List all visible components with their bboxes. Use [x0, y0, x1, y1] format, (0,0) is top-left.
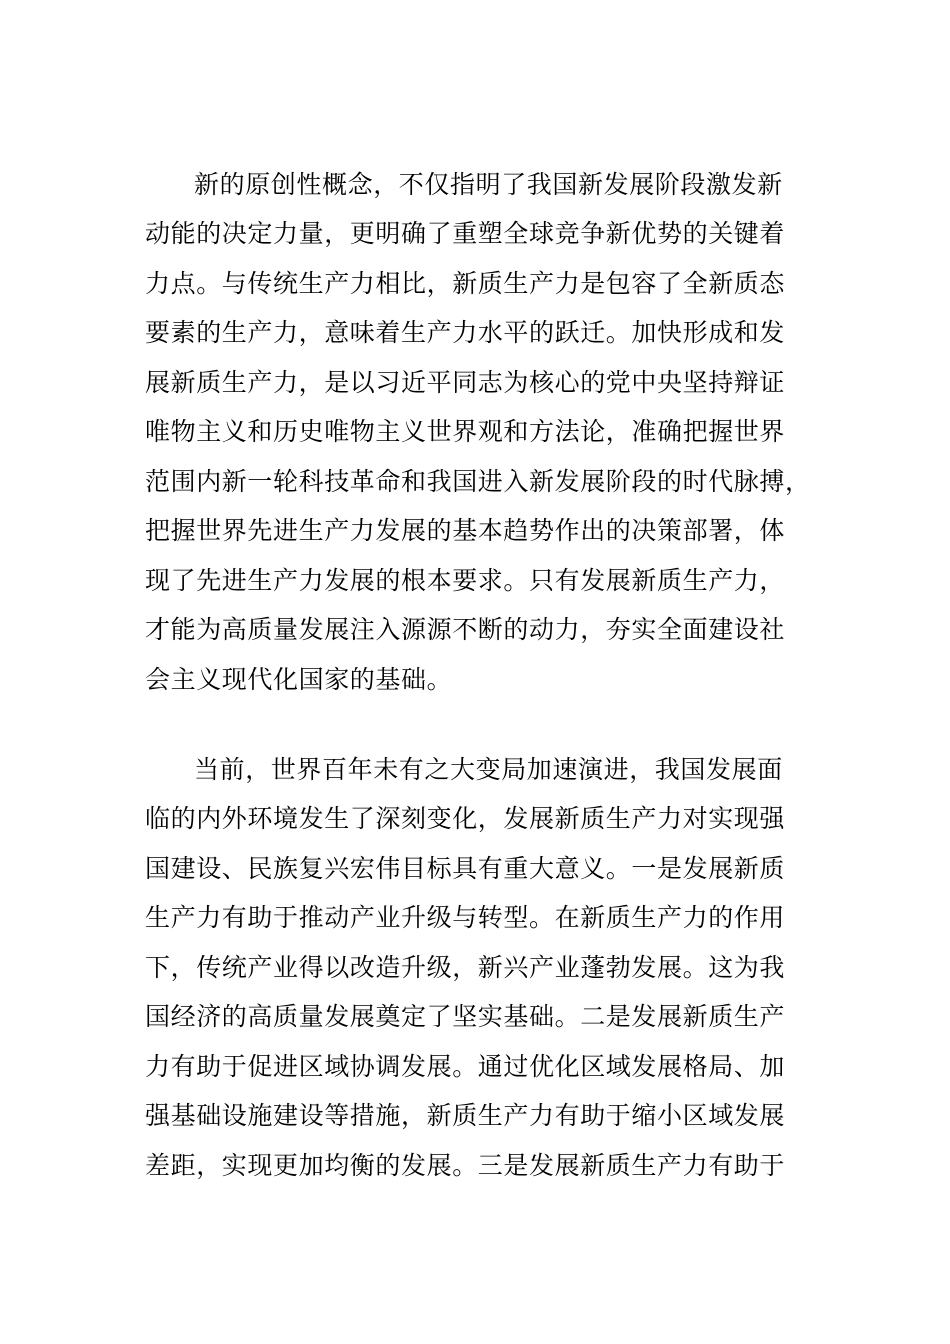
text-line: 会主义现代化国家的基础。: [145, 665, 453, 694]
text-line: 下，传统产业得以改造升级，新兴产业蓬勃发展。这为我: [145, 953, 786, 982]
text-line: 展新质生产力，是以习近平同志为核心的党中央坚持辩证: [145, 368, 786, 397]
text-line: 差距，实现更加均衡的发展。三是发展新质生产力有助于: [145, 1151, 786, 1180]
text-line: 把握世界先进生产力发展的基本趋势作出的决策部署，体: [145, 516, 786, 545]
text-line: 新的原创性概念，不仅指明了我国新发展阶段激发新: [194, 170, 783, 199]
text-line: 力有助于促进区域协调发展。通过优化区域发展格局、加: [145, 1052, 786, 1081]
text-line: 才能为高质量发展注入源源不断的动力，夯实全面建设社: [145, 615, 786, 644]
text-line: 唯物主义和历史唯物主义世界观和方法论，准确把握世界: [145, 417, 786, 446]
text-line: 生产力有助于推动产业升级与转型。在新质生产力的作用: [145, 903, 786, 932]
text-line: 当前，世界百年未有之大变局加速演进，我国发展面: [194, 755, 783, 784]
text-line: 国经济的高质量发展奠定了坚实基础。二是发展新质生产: [145, 1002, 786, 1031]
text-line: 力点。与传统生产力相比，新质生产力是包容了全新质态: [145, 269, 786, 298]
text-line: 要素的生产力，意味着生产力水平的跃迁。加快形成和发: [145, 318, 786, 347]
text-line: 范围内新一轮科技革命和我国进入新发展阶段的时代脉搏，: [145, 467, 811, 496]
text-line: 动能的决定力量，更明确了重塑全球竞争新优势的关键着: [145, 219, 786, 248]
text-line: 国建设、民族复兴宏伟目标具有重大意义。一是发展新质: [145, 854, 786, 883]
text-line: 现了先进生产力发展的根本要求。只有发展新质生产力，: [145, 566, 786, 595]
text-line: 临的内外环境发生了深刻变化，发展新质生产力对实现强: [145, 804, 786, 833]
text-line: 强基础设施建设等措施，新质生产力有助于缩小区域发展: [145, 1101, 786, 1130]
